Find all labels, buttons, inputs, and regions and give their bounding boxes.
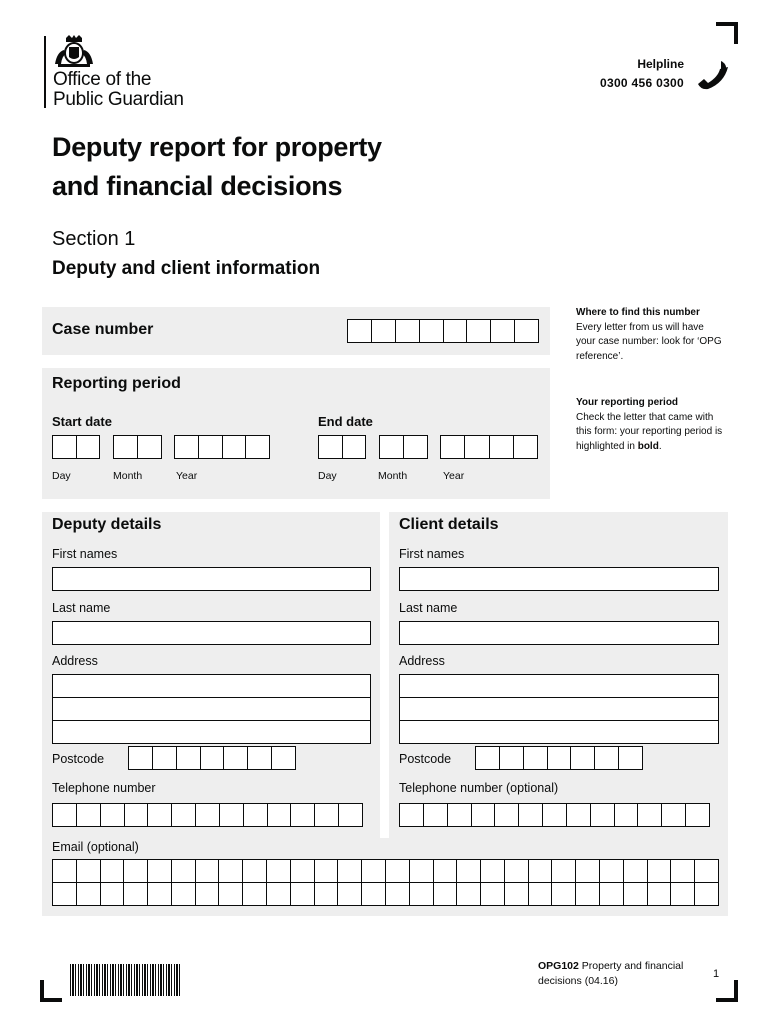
reporting-period-note-text: Check the letter that came with this form: your reporting period is highlighted in	[576, 411, 723, 452]
case-number-note-heading: Where to find this number	[576, 307, 700, 318]
start-month-caption: Month	[113, 470, 143, 482]
client-address-line2[interactable]	[399, 697, 719, 721]
start-year-field[interactable]	[174, 435, 270, 459]
start-day-field[interactable]	[52, 435, 100, 459]
organisation-name	[53, 70, 184, 110]
end-day-field[interactable]	[318, 435, 366, 459]
start-year-caption: Year	[176, 470, 198, 482]
section-title: Deputy and client information	[52, 258, 321, 279]
page-title	[52, 128, 382, 206]
royal-crest-icon	[52, 34, 96, 68]
deputy-address-label: Address	[52, 654, 98, 668]
start-day-caption: Day	[52, 470, 71, 482]
form-code: OPG102	[538, 960, 579, 972]
deputy-address-line2[interactable]	[52, 697, 371, 721]
reporting-period-heading: Reporting period	[52, 375, 181, 392]
end-month-caption: Month	[378, 470, 408, 482]
client-first-names-field[interactable]	[399, 567, 719, 591]
client-last-name-label: Last name	[399, 601, 458, 615]
deputy-address-line3[interactable]	[52, 720, 371, 744]
form-reference	[538, 959, 688, 989]
case-number-note	[576, 306, 726, 364]
client-address-label: Address	[399, 654, 445, 668]
client-address-line1[interactable]	[399, 674, 719, 698]
start-month-field[interactable]	[113, 435, 162, 459]
registration-mark-top-right	[716, 22, 738, 44]
page-title-line1: Deputy report for property	[52, 132, 382, 162]
deputy-address-line1[interactable]	[52, 674, 371, 698]
logo-rule	[44, 36, 46, 108]
page-title-line2: and financial decisions	[52, 171, 343, 201]
deputy-email-field-row2[interactable]	[52, 882, 719, 906]
deputy-first-names-field[interactable]	[52, 567, 371, 591]
end-month-field[interactable]	[379, 435, 428, 459]
organisation-name-line2: Public Guardian	[53, 89, 184, 110]
start-date-label: Start date	[52, 414, 112, 429]
end-year-caption: Year	[443, 470, 465, 482]
case-number-label: Case number	[52, 321, 154, 338]
reporting-period-note-bold: bold	[637, 440, 659, 452]
barcode	[70, 964, 180, 996]
client-postcode-label: Postcode	[399, 752, 452, 766]
reporting-period-note-end: .	[658, 440, 662, 452]
client-telephone-label: Telephone number (optional)	[399, 781, 559, 795]
client-telephone-field[interactable]	[399, 803, 710, 827]
helpline-number: 0300 456 0300	[600, 76, 684, 90]
reporting-period-note-heading: Your reporting period	[576, 397, 679, 408]
client-details-heading: Client details	[399, 516, 499, 533]
helpline-label: Helpline	[637, 57, 684, 71]
end-day-caption: Day	[318, 470, 337, 482]
registration-mark-bottom-left	[40, 980, 62, 1002]
case-number-field[interactable]	[347, 319, 539, 343]
deputy-last-name-label: Last name	[52, 601, 111, 615]
deputy-email-label: Email (optional)	[52, 840, 139, 854]
section-number: Section 1	[52, 228, 136, 250]
deputy-telephone-field[interactable]	[52, 803, 363, 827]
form-name: Property and financial decisions (04.16)	[538, 960, 684, 987]
telephone-icon	[694, 58, 730, 92]
client-address-line3[interactable]	[399, 720, 719, 744]
deputy-telephone-label: Telephone number	[52, 781, 156, 795]
organisation-name-line1: Office of the	[53, 69, 152, 90]
deputy-first-names-label: First names	[52, 547, 118, 561]
client-last-name-field[interactable]	[399, 621, 719, 645]
client-postcode-field[interactable]	[475, 746, 643, 770]
deputy-email-field-row1[interactable]	[52, 859, 719, 883]
end-date-label: End date	[318, 414, 373, 429]
deputy-details-heading: Deputy details	[52, 516, 162, 533]
deputy-postcode-field[interactable]	[128, 746, 296, 770]
deputy-last-name-field[interactable]	[52, 621, 371, 645]
end-year-field[interactable]	[440, 435, 538, 459]
registration-mark-bottom-right	[716, 980, 738, 1002]
client-first-names-label: First names	[399, 547, 465, 561]
reporting-period-note	[576, 396, 726, 454]
case-number-note-text: Every letter from us will have your case number: look for ‘OPG reference’.	[576, 321, 722, 362]
deputy-postcode-label: Postcode	[52, 752, 105, 766]
page-number: 1	[713, 968, 720, 980]
